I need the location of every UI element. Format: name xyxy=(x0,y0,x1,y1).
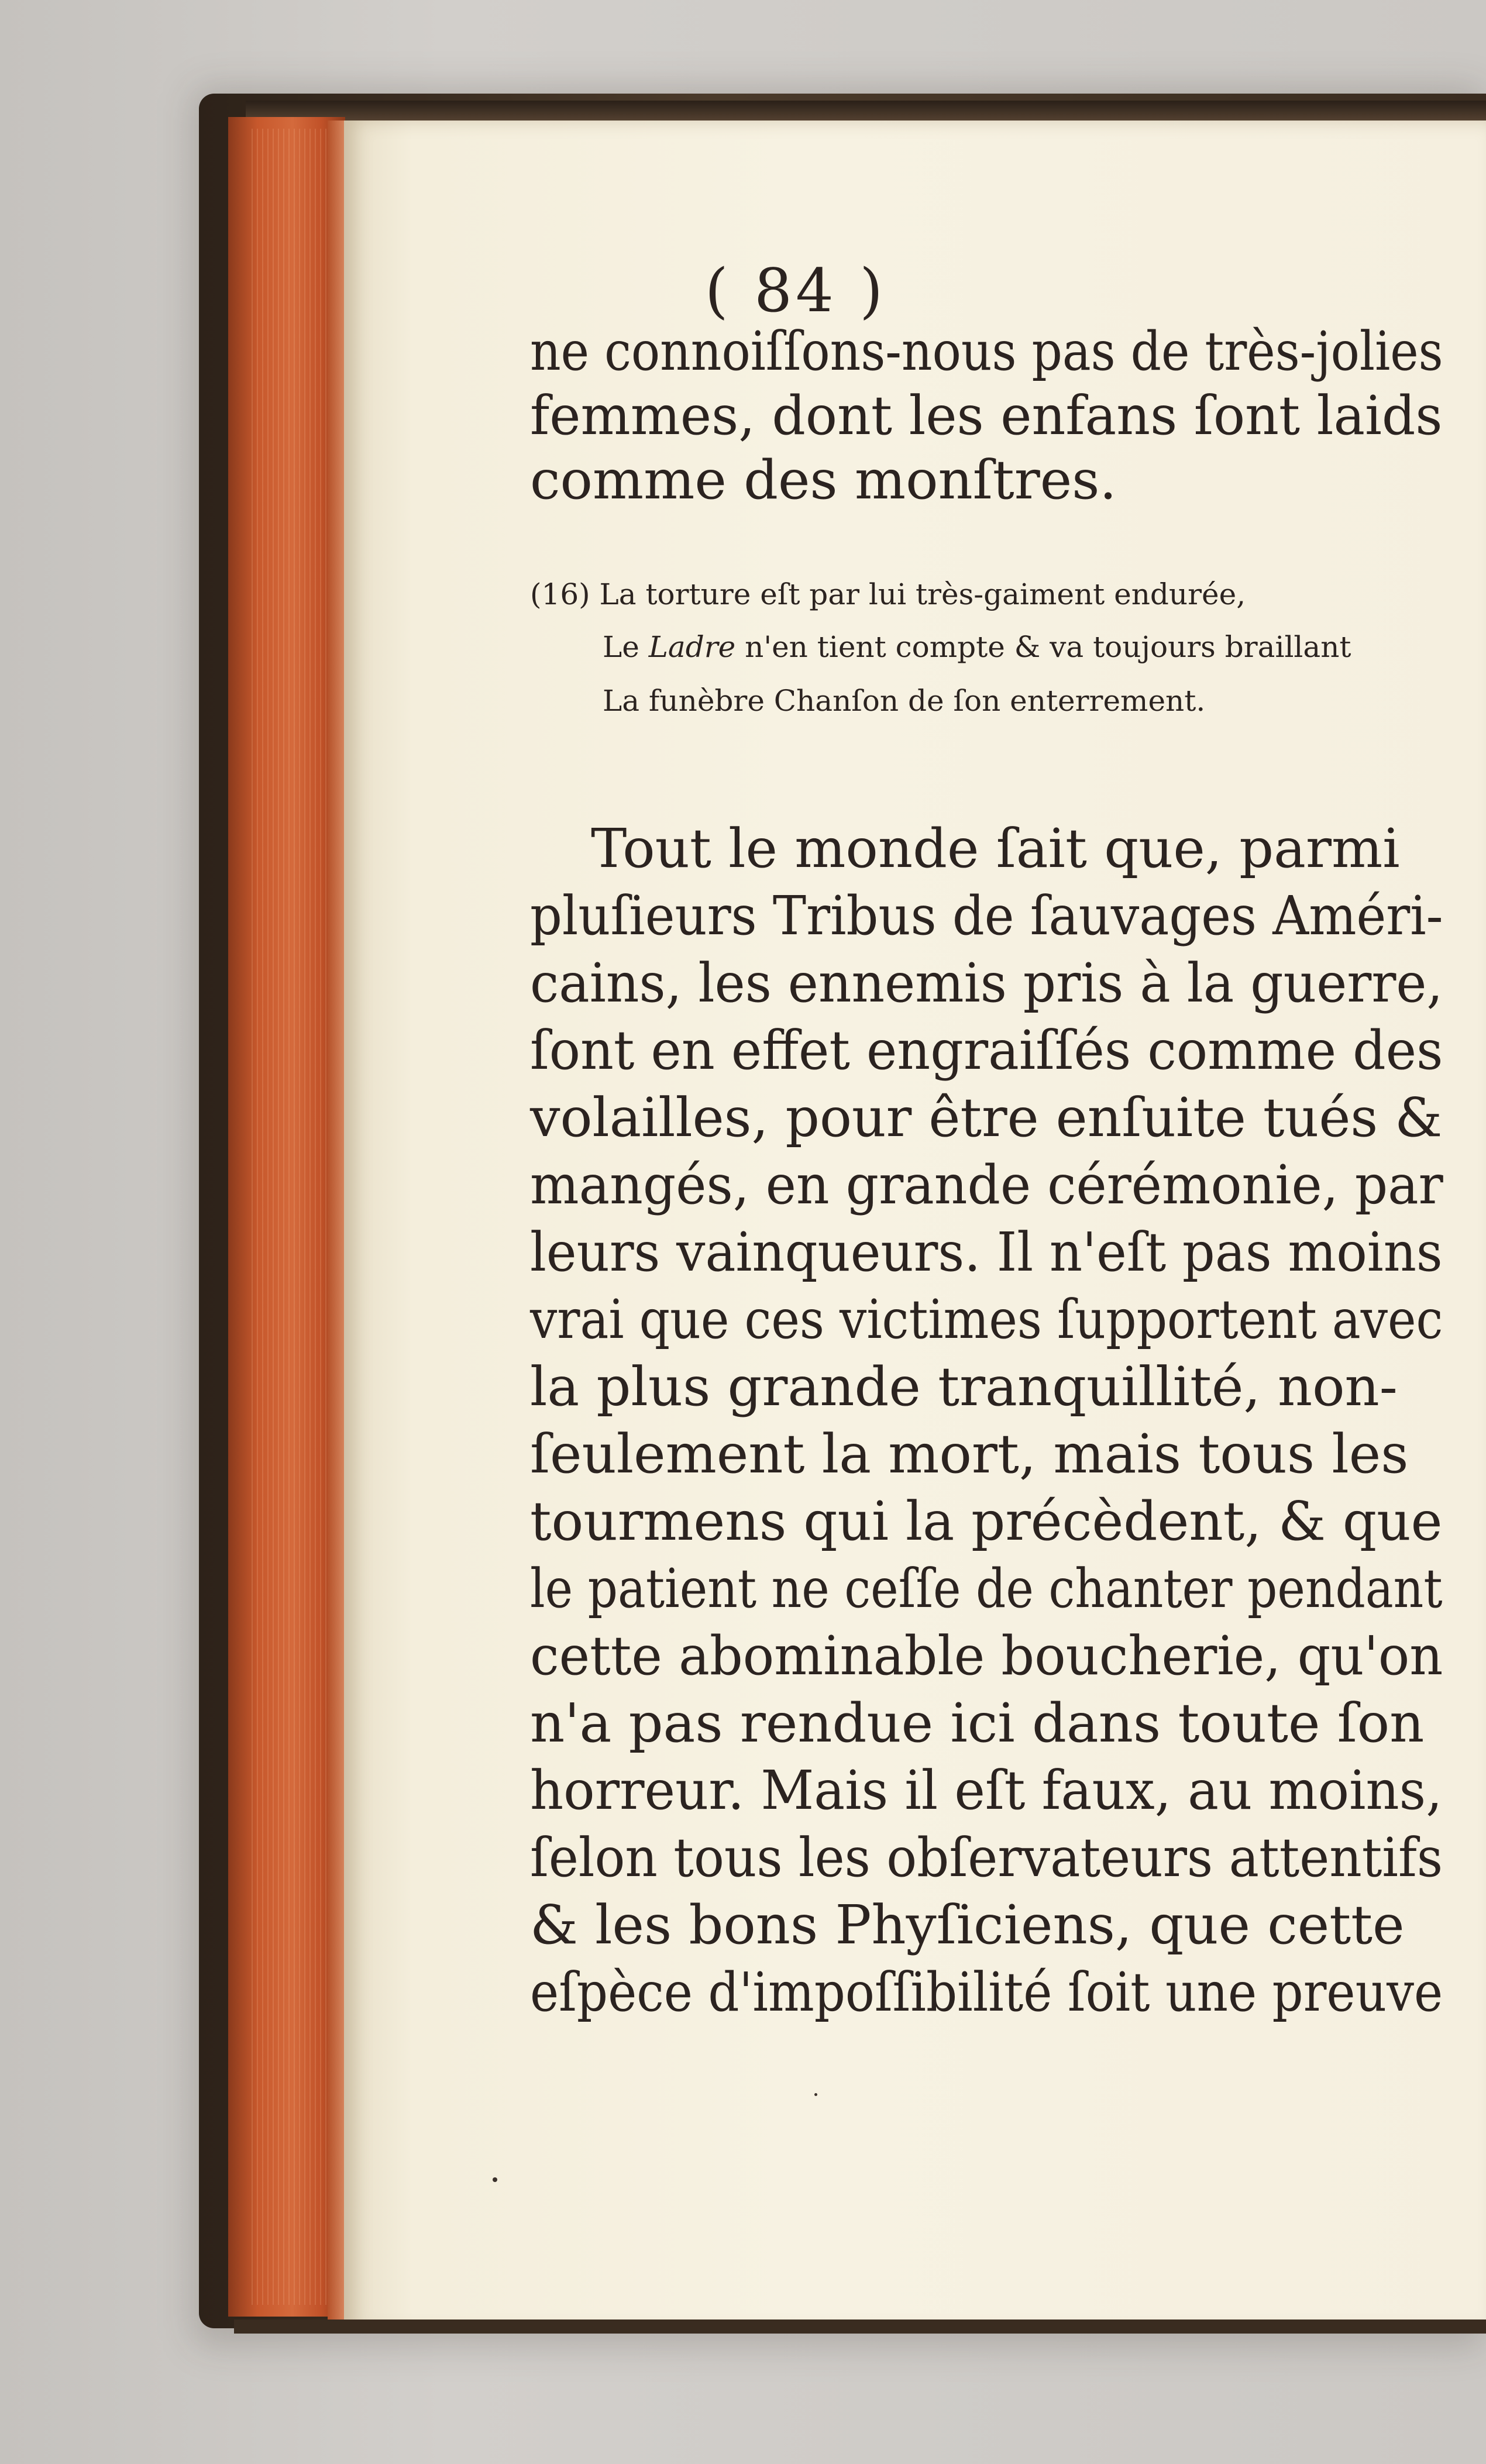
text-line: ne connoiſſons-nous pas de très-jolies xyxy=(530,320,1443,383)
text-line: vrai que ces victimes ſupportent avec xyxy=(530,1288,1443,1351)
page-content xyxy=(345,121,1486,2332)
page-number: ( 84 ) xyxy=(704,256,887,326)
footnote-marker: (16) xyxy=(530,577,590,611)
footnote-line: (16) La torture eſt par lui très-gaiment endurée, xyxy=(530,577,1246,611)
ink-speck xyxy=(814,2093,817,2096)
text-line: ſeulement la mort, mais tous les xyxy=(530,1423,1409,1485)
text-line: horreur. Mais il eſt faux, au moins, xyxy=(530,1759,1443,1822)
text-line: & les bons Phyſiciens, que cette xyxy=(530,1894,1405,1956)
text-line: la plus grande tranquillité, non- xyxy=(530,1355,1398,1418)
text-line: Tout le monde ſait que, parmi xyxy=(591,817,1400,880)
text-line: cette abominable boucherie, qu'on xyxy=(530,1625,1443,1687)
text-line: volailles, pour être enſuite tués & xyxy=(530,1086,1443,1149)
text-line: le patient ne ceſſe de chanter pendant xyxy=(530,1557,1443,1620)
text-line: ſelon tous les obſervateurs attentifs xyxy=(530,1826,1443,1889)
footnote-line: Le Ladre n'en tient compte & va toujours braillant xyxy=(603,630,1351,664)
page-edge-lines xyxy=(252,129,328,2305)
footnote-line: La funèbre Chanſon de ſon enterrement. xyxy=(603,684,1206,718)
text-line: ſont en effet engraiſſés comme des xyxy=(530,1019,1443,1082)
text-line: eſpèce d'impoſſibilité ſoit une preuve xyxy=(530,1961,1443,2023)
italic-word: Ladre xyxy=(648,630,736,664)
text-line: leurs vainqueurs. Il n'eſt pas moins xyxy=(530,1221,1443,1283)
text-line: tourmens qui la précèdent, & que xyxy=(530,1490,1443,1553)
text-line: cains, les ennemis pris à la guerre, xyxy=(530,952,1443,1014)
ink-speck xyxy=(493,2177,497,2182)
text-line: n'a pas rendue ici dans toute ſon xyxy=(530,1692,1425,1754)
text-line: mangés, en grande cérémonie, par xyxy=(530,1154,1443,1216)
text-line: comme des monſtres. xyxy=(530,449,1117,511)
text-line: pluſieurs Tribus de ſauvages Améri- xyxy=(530,885,1443,947)
text-line: femmes, dont les enfans ſont laids xyxy=(530,384,1443,447)
